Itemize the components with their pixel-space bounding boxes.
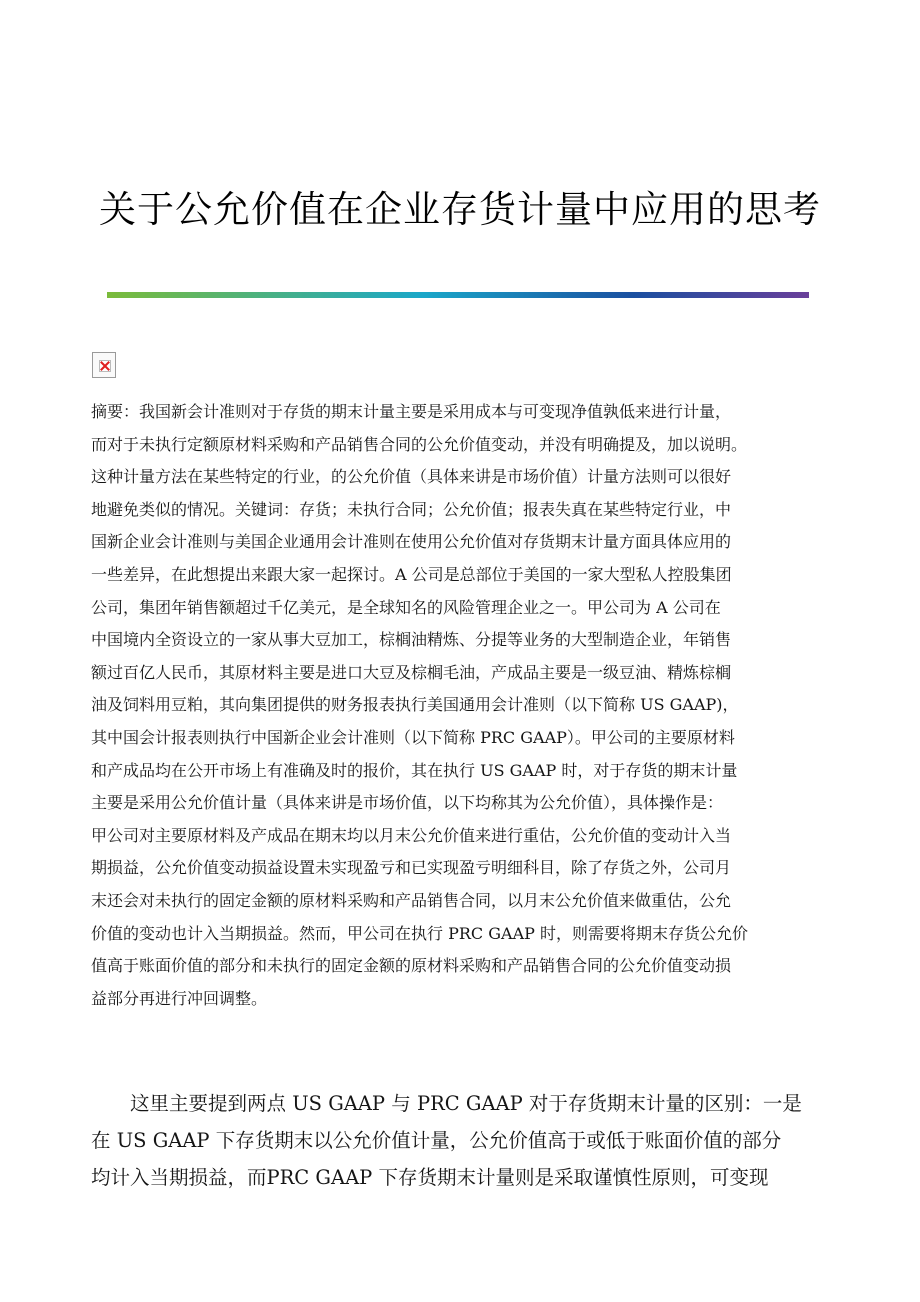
body-line: 在 US GAAP 下存货期末以公允价值计量，公允价值高于或低于账面价值的部分 (91, 1129, 782, 1152)
broken-image-icon (92, 352, 116, 378)
abstract-line: 益部分再进行冲回调整。 (91, 988, 268, 1008)
abstract-line: 主要是采用公允价值计量（具体来讲是市场价值，以下均称其为公允价值），具体操作是： (91, 793, 724, 813)
abstract-line: 末还会对未执行的固定金额的原材料采购和产品销售合同，以月末公允价值来做重估，公允 (91, 890, 732, 910)
body-line: 均计入当期损益，而PRC GAAP 下存货期末计量则是采取谨慎性原则，可变现 (91, 1166, 769, 1189)
abstract-line: 公司，集团年销售额超过千亿美元，是全球知名的风险管理企业之一。甲公司为 A 公司在 (91, 597, 721, 617)
abstract-line: 油及饲料用豆粕，其向集团提供的财务报表执行美国通用会计准则（以下简称 US GAAP)， (91, 695, 739, 715)
abstract-line: 其中国会计报表则执行中国新企业会计准则（以下简称 PRC GAAP）。甲公司的主要原材料 (91, 727, 735, 747)
abstract-line: 额过百亿人民币，其原材料主要是进口大豆及棕榈毛油，产成品主要是一级豆油、精炼棕榈 (91, 662, 732, 682)
abstract-line: 中国境内全资设立的一家从事大豆加工，棕榈油精炼、分提等业务的大型制造企业，年销售 (91, 630, 732, 650)
abstract-line: 而对于未执行定额原材料采购和产品销售合同的公允价值变动，并没有明确提及，加以说明。 (91, 434, 748, 454)
abstract-line: 国新企业会计准则与美国企业通用会计准则在使用公允价值对存货期末计量方面具体应用的 (91, 532, 732, 552)
abstract-line: 甲公司对主要原材料及产成品在期末均以月末公允价值来进行重估，公允价值的变动计入当 (91, 825, 732, 845)
abstract-line: 一些差异，在此想提出来跟大家一起探讨。A 公司是总部位于美国的一家大型私人控股集团 (91, 564, 732, 584)
body-line: 这里主要提到两点 US GAAP 与 PRC GAAP 对于存货期末计量的区别：一是 (91, 1092, 802, 1115)
abstract-paragraph (91, 396, 851, 1015)
abstract-line: 摘要：我国新会计准则对于存货的期末计量主要是采用成本与可变现净值孰低来进行计量， (91, 402, 732, 421)
abstract-line: 这种计量方法在某些特定的行业，的公允价值（具体来讲是市场价值）计量方法则可以很好 (91, 467, 732, 487)
abstract-line: 期损益，公允价值变动损益设置未实现盈亏和已实现盈亏明细科目，除了存货之外，公司月 (91, 858, 732, 878)
body-paragraph (91, 1085, 851, 1196)
abstract-line: 和产成品均在公开市场上有准确及时的报价，其在执行 US GAAP 时，对于存货的期末计量 (91, 760, 738, 780)
abstract-line: 地避免类似的情况。关键词：存货；未执行合同；公允价值；报表失真在某些特定行业，中 (91, 499, 732, 519)
title-divider (107, 292, 809, 298)
abstract-line: 值高于账面价值的部分和未执行的固定金额的原材料采购和产品销售合同的公允价值变动损 (91, 956, 732, 976)
abstract-line: 价值的变动也计入当期损益。然而，甲公司在执行 PRC GAAP 时，则需要将期末存货公允价 (91, 923, 748, 943)
document-title: 关于公允价值在企业存货计量中应用的思考 (99, 188, 821, 231)
